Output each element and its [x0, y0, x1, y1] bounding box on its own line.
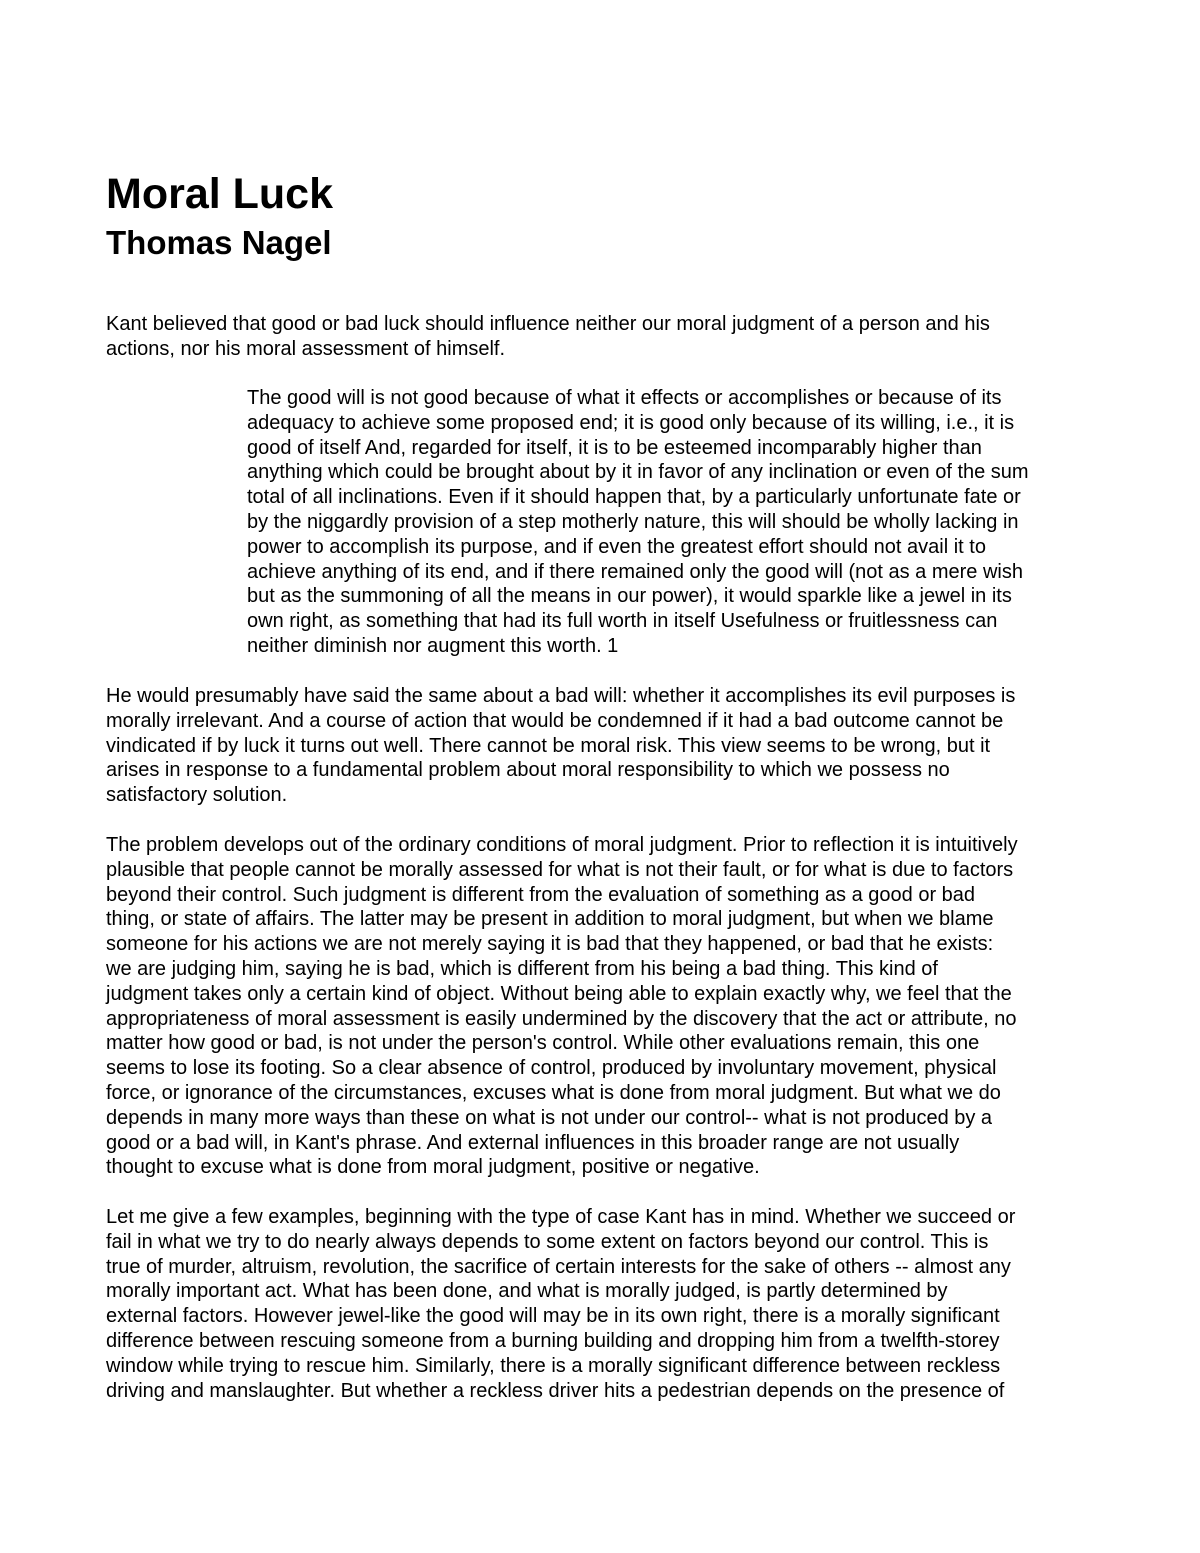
text-line: Let me give a few examples, beginning with the type of case Kant has in mind. Whether we succeed or [106, 1206, 1016, 1228]
text-line: good or a bad will, in Kant's phrase. And external influences in this broader range are not usually [106, 1131, 960, 1154]
text-line: fail in what we try to do nearly always depends to some extent on factors beyond our control. This is [106, 1230, 989, 1253]
text-line: seems to lose its footing. So a clear absence of control, produced by involuntary movement, physical [106, 1057, 997, 1080]
text-line: Kant believed that good or bad luck should influence neither our moral judgment of a person and his [106, 313, 990, 335]
text-line: vindicated if by luck it turns out well. There cannot be moral risk. This view seems to be wrong, but it [106, 734, 991, 757]
text-line: morally irrelevant. And a course of action that would be condemned if it had a bad outcome cannot be [106, 709, 1004, 732]
text-line: matter how good or bad, is not under the person's control. While other evaluations remain, this one [106, 1032, 980, 1055]
text-line: He would presumably have said the same about a bad will: whether it accomplishes its evil purposes is [106, 685, 1016, 707]
text-line: we are judging him, saying he is bad, which is different from his being a bad thing. This kind of [106, 957, 938, 980]
quote-line: but as the summoning of all the means in our power), it would sparkle like a jewel in its [247, 585, 1012, 608]
text-line: plausible that people cannot be morally assessed for what is not their fault, or for what is due to factors [106, 858, 1014, 881]
text-line: The problem develops out of the ordinary conditions of moral judgment. Prior to reflection it is intuitively [106, 834, 1018, 856]
quote-line: adequacy to achieve some proposed end; it is good only because of its willing, i.e., it is [247, 411, 1015, 434]
text-line: force, or ignorance of the circumstances, excuses what is done from moral judgment. But what we do [106, 1081, 1001, 1104]
text-line: thought to excuse what is done from moral judgment, positive or negative. [106, 1156, 760, 1179]
quote-line: power to accomplish its purpose, and if even the greatest effort should not avail it to [247, 535, 986, 558]
quote-line: achieve anything of its end, and if there remained only the good will (not as a mere wish [247, 560, 1023, 583]
paragraph-3 [106, 833, 1106, 1180]
paragraph-2 [106, 684, 1106, 808]
quote-line: anything which could be brought about by it in favor of any inclination or even of the sum [247, 461, 1029, 484]
text-line: external factors. However jewel-like the good will may be in its own right, there is a morally significant [106, 1305, 1000, 1328]
text-line: beyond their control. Such judgment is different from the evaluation of something as a good or bad [106, 883, 976, 906]
quote-line: by the niggardly provision of a step motherly nature, this will should be wholly lacking in [247, 510, 1019, 533]
quote-line: The good will is not good because of what it effects or accomplishes or because of its [247, 387, 1002, 409]
quote-line: own right, as something that had its full worth in itself Usefulness or fruitlessness can [247, 610, 998, 633]
text-line: morally important act. What has been done, and what is morally judged, is partly determined by [106, 1280, 948, 1303]
quote-line: good of itself And, regarded for itself, it is to be esteemed incomparably higher than [247, 436, 982, 459]
quote-line: neither diminish nor augment this worth. 1 [247, 634, 619, 657]
paragraph-4 [106, 1205, 1106, 1403]
text-line: thing, or state of affairs. The latter may be present in addition to moral judgment, but when we blame [106, 908, 994, 931]
text-line: true of murder, altruism, revolution, the sacrifice of certain interests for the sake of others -- almost any [106, 1255, 1011, 1278]
document-title: Moral Luck [106, 170, 333, 218]
quote-line: total of all inclinations. Even if it should happen that, by a particularly unfortunate fate or [247, 486, 1021, 509]
document-author: Thomas Nagel [106, 224, 332, 261]
text-line: driving and manslaughter. But whether a reckless driver hits a pedestrian depends on the presence of [106, 1379, 1005, 1402]
text-line: someone for his actions we are not merely saying it is bad that they happened, or bad that he exists: [106, 933, 994, 956]
text-line: appropriateness of moral assessment is easily undermined by the discovery that the act or attribute, no [106, 1007, 1017, 1030]
text-line: depends in many more ways than these on what is not under our control-- what is not produced by a [106, 1106, 993, 1129]
text-line: judgment takes only a certain kind of object. Without being able to explain exactly why, we feel that the [106, 982, 1012, 1005]
text-line: actions, nor his moral assessment of himself. [106, 337, 506, 360]
text-line: difference between rescuing someone from a burning building and dropping him from a twelfth-storey [106, 1329, 1000, 1352]
text-line: arises in response to a fundamental problem about moral responsibility to which we possess no [106, 759, 950, 782]
kant-quote [247, 386, 1107, 659]
text-line: window while trying to rescue him. Similarly, there is a morally significant difference between reckless [106, 1354, 1001, 1377]
text-line: satisfactory solution. [106, 784, 288, 807]
intro-paragraph [106, 312, 1106, 362]
